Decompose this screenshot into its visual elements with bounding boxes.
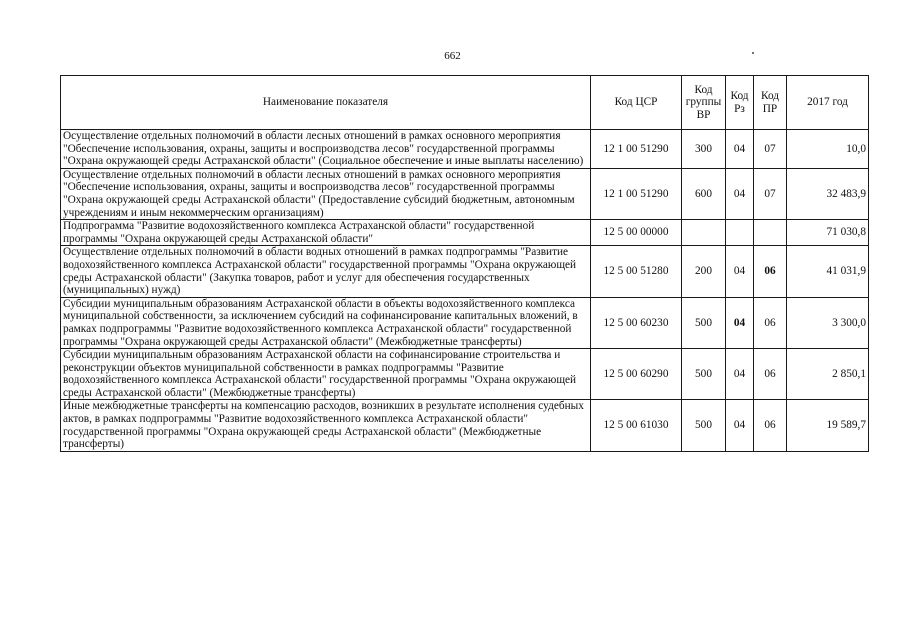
header-csr: Код ЦСР xyxy=(591,76,682,130)
row-csr: 12 5 00 61030 xyxy=(591,400,682,451)
header-year: 2017 год xyxy=(787,76,869,130)
row-name: Подпрограмма "Развитие водохозяйственного комплекса Астраханской области" государственной программы "Охрана окружающей среды Астраханской области" xyxy=(61,220,591,246)
header-vr: Код группы ВР xyxy=(682,76,726,130)
row-pr: 06 xyxy=(754,400,787,451)
row-csr: 12 5 00 51280 xyxy=(591,246,682,297)
table-row xyxy=(61,130,869,169)
table-row xyxy=(61,220,869,246)
row-amount: 2 850,1 xyxy=(787,349,869,400)
row-rz: 04 xyxy=(726,246,754,297)
page-number: 662 xyxy=(444,50,461,62)
table-row xyxy=(61,297,869,348)
row-rz: 04 xyxy=(726,297,754,348)
row-name: Осуществление отдельных полномочий в области водных отношений в рамках подпрограммы "Развитие водохозяйственного комплекса Астраханской области" государственной программы "Охрана окружающей среды Астраханской области" (Закупка товаров, работ и услуг для обеспечения государственных (муниципальных) нужд) xyxy=(61,246,591,297)
row-pr: 07 xyxy=(754,168,787,219)
header-rz: Код Рз xyxy=(726,76,754,130)
row-vr: 500 xyxy=(682,297,726,348)
row-pr: 06 xyxy=(754,349,787,400)
row-name: Осуществление отдельных полномочий в области лесных отношений в рамках основного мероприятия "Обеспечение использования, охраны, защиты и воспроизводства лесов" государственной программы "Охрана окружающей среды Астраханской области" (Социальное обеспечение и иные выплаты населению) xyxy=(61,130,591,169)
row-amount: 71 030,8 xyxy=(787,220,869,246)
row-csr: 12 5 00 60230 xyxy=(591,297,682,348)
header-pr: Код ПР xyxy=(754,76,787,130)
row-csr: 12 5 00 00000 xyxy=(591,220,682,246)
row-rz xyxy=(726,220,754,246)
budget-table xyxy=(60,75,869,452)
row-name: Иные межбюджетные трансферты на компенсацию расходов, возникших в результате исполнения судебных актов, в рамках подпрограммы "Развитие водохозяйственного комплекса Астраханской области" государственной программы "Охрана окружающей среды Астраханской области" (Межбюджетные трансферты) xyxy=(61,400,591,451)
header-name: Наименование показателя xyxy=(61,76,591,130)
table-row xyxy=(61,246,869,297)
table-row xyxy=(61,400,869,451)
row-pr: 07 xyxy=(754,130,787,169)
row-vr: 200 xyxy=(682,246,726,297)
row-vr: 600 xyxy=(682,168,726,219)
row-csr: 12 1 00 51290 xyxy=(591,168,682,219)
row-amount: 19 589,7 xyxy=(787,400,869,451)
row-csr: 12 1 00 51290 xyxy=(591,130,682,169)
row-rz: 04 xyxy=(726,400,754,451)
row-pr: 06 xyxy=(754,246,787,297)
row-rz: 04 xyxy=(726,168,754,219)
row-amount: 10,0 xyxy=(787,130,869,169)
row-name: Субсидии муниципальным образованиям Астраханской области в объекты водохозяйственного комплекса муниципальной собственности, за исключением субсидий на софинансирование капитальных вложений, в рамках подпрограммы "Развитие водохозяйственного комплекса Астраханской области" государственной программы "Охрана окружающей среды Астраханской области" (Межбюджетные трансферты) xyxy=(61,297,591,348)
row-rz: 04 xyxy=(726,349,754,400)
table-row xyxy=(61,168,869,219)
row-amount: 32 483,9 xyxy=(787,168,869,219)
row-vr: 300 xyxy=(682,130,726,169)
table-row xyxy=(61,349,869,400)
row-amount: 41 031,9 xyxy=(787,246,869,297)
row-csr: 12 5 00 60290 xyxy=(591,349,682,400)
row-vr xyxy=(682,220,726,246)
row-name: Субсидии муниципальным образованиям Астраханской области на софинансирование строительства и реконструкции объектов муниципальной собственности в рамках подпрограммы "Развитие водохозяйственного комплекса Астраханской области" государственной программы "Охрана окружающей среды Астраханской области" (Межбюджетные трансферты) xyxy=(61,349,591,400)
table-header-row xyxy=(61,76,869,130)
row-vr: 500 xyxy=(682,400,726,451)
row-pr: 06 xyxy=(754,297,787,348)
row-vr: 500 xyxy=(682,349,726,400)
row-rz: 04 xyxy=(726,130,754,169)
scan-speck xyxy=(752,52,754,54)
row-pr xyxy=(754,220,787,246)
row-name: Осуществление отдельных полномочий в области лесных отношений в рамках основного мероприятия "Обеспечение использования, охраны, защиты и воспроизводства лесов" государственной программы "Охрана окружающей среды Астраханской области" (Предоставление субсидий бюджетным, автономным учреждениям и иным некоммерческим организациям) xyxy=(61,168,591,219)
row-amount: 3 300,0 xyxy=(787,297,869,348)
